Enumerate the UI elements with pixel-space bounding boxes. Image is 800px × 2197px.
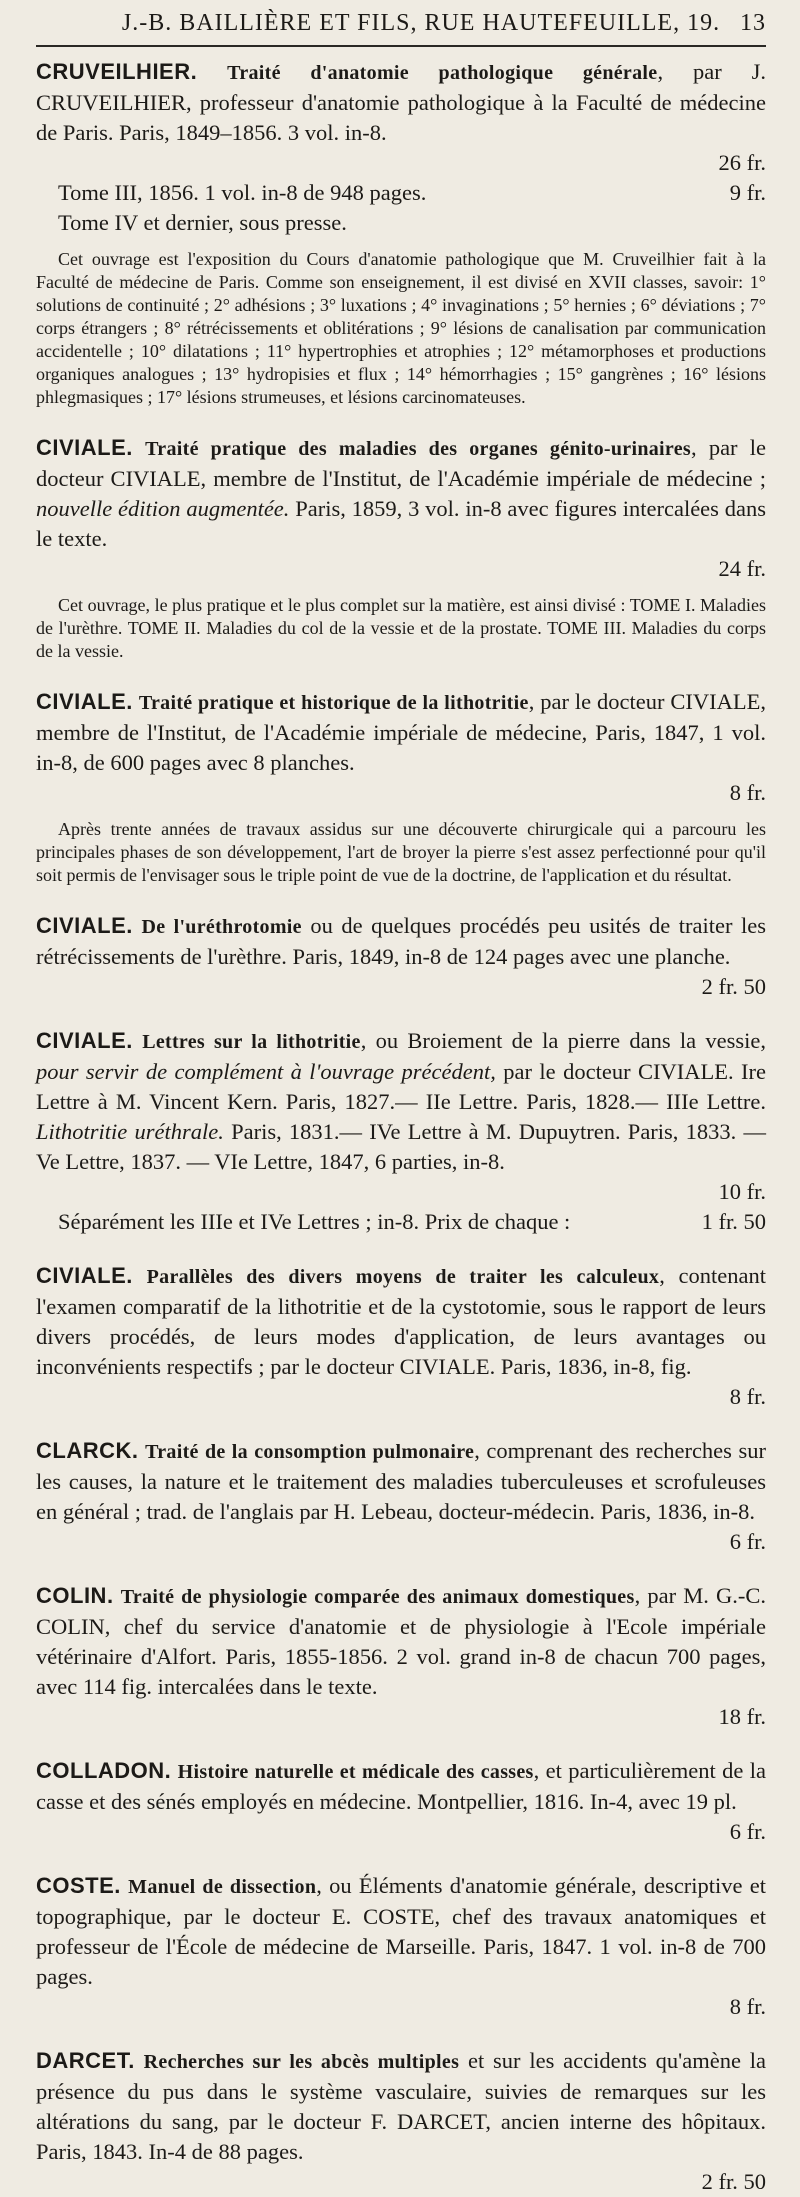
entry-author: CIVIALE. [36,913,133,938]
entry-details: , par le docteur CIVIALE, membre de l'Institut, de l'Académie impériale de médecine ; [36,435,767,491]
entry-heading [36,1581,766,1702]
entry-price-line [36,972,766,1002]
catalogue-entry [36,1261,766,1412]
entry-heading [36,911,766,972]
entry-details: , ou Broiement de la pierre dans la vessie, [360,1028,766,1053]
entry-italic-note: nouvelle édition augmentée. [36,496,290,521]
entry-author: COSTE. [36,1873,121,1898]
entry-title: Recherches sur les abcès multiples [143,2051,460,2073]
entry-title: Parallèles des divers moyens de traiter les calculeux [146,1266,660,1288]
entry-details: , comprenant des recherches sur les causes, la nature et le traitement des maladies tuberculeuses et scrofuleuses en général ; trad. de l'anglais par H. Lebeau, docteur-médecin. Paris, 1836, in-8. [36,1438,766,1524]
entry-heading [36,57,766,148]
entry-title: Lettres sur la lithotritie [142,1031,361,1053]
entry-title: Histoire naturelle et médicale des casses [177,1761,534,1783]
entry-list [36,57,766,2197]
entry-price: 10 fr. [718,1179,766,1204]
entry-heading [36,1871,766,1992]
sub-item-price: 9 fr. [729,180,766,205]
entry-italic-note-2: Lithotritie uréthrale. [36,1119,224,1144]
header-rule [36,45,766,47]
catalogue-entry [36,1581,766,1732]
entry-sub-item [36,178,766,208]
entry-details: , par M. G.-C. COLIN, chef du service d'anatomie et de physiologie à l'Ecole impériale vétérinaire d'Alfort. Paris, 1855-1856. 2 vol. grand in-8 de chacun 700 pages, avec 114 fig. intercalées dans le texte. [36,1583,767,1699]
entry-price-line [36,1177,766,1207]
entry-heading [36,1261,766,1382]
entry-price: 26 fr. [718,150,766,175]
entry-price-line [36,1992,766,2022]
entry-details: , par le docteur CIVIALE, membre de l'Institut, de l'Académie impériale de médecine, Paris, 1847, 1 vol. in-8, de 600 pages avec 8 planches. [36,689,767,775]
entry-price: 18 fr. [718,1704,766,1729]
entry-details-cont: Paris, 1859, 3 vol. in-8 avec figures intercalées dans le texte. [36,496,766,551]
entry-author: CIVIALE. [36,1028,133,1053]
entry-title: Traité pratique des maladies des organes génito-urinaires [145,438,691,460]
entry-heading [36,2046,766,2167]
entry-details: , contenant l'examen comparatif de la lithotritie et de la cystotomie, sous le rapport de leurs divers procédés, de leurs modes d'application, de leurs avantages ou inconvénients respectifs ; par le docteur CIVIALE. Paris, 1836, in-8, fig. [36,1263,767,1379]
entry-price: 6 fr. [729,1529,766,1554]
catalogue-entry [36,687,766,887]
entry-author: DARCET. [36,2048,135,2073]
entry-heading [36,687,766,778]
entry-heading [36,1436,766,1527]
catalogue-entry [36,1756,766,1847]
entry-price-line [36,554,766,584]
entry-price-line [36,1817,766,1847]
entry-title: De l'uréthrotomie [141,916,302,938]
entry-details-cont-2: Paris, 1831.— IVe Lettre à M. Dupuytren. Paris, 1833. — Ve Lettre, 1837. — VIe Lettre, 1847, 6 parties, in-8. [36,1119,766,1174]
entry-author: COLIN. [36,1583,114,1608]
entry-price: 2 fr. 50 [701,2169,766,2194]
entry-price: 8 fr. [729,1994,766,2019]
entry-description: Cet ouvrage est l'exposition du Cours d'anatomie pathologique que M. Cruveilhier fait à la Faculté de médecine de Paris. Comme son enseignement, il est divisé en XVII classes, savoir: 1° solutions de continuité ; 2° adhésions ; 3° luxations ; 4° invaginations ; 5° hernies ; 6° déviations ; 7° corps étrangers ; 8° rétrécissements et oblitérations ; 9° lésions de canalisation par communication accidentelle ; 10° dilatations ; 11° hypertrophies et atrophies ; 12° métamorphoses et productions organiques analogues ; 13° hydropisies et flux ; 14° hémorrhagies ; 15° gangrènes ; 16° lésions phlegmasiques ; 17° lésions strumeuses, et lésions carcinomateuses. [36,249,766,407]
sub-item-text: Tome III, 1856. 1 vol. in-8 de 948 pages. [58,180,427,205]
entry-price: 2 fr. 50 [701,974,766,999]
entry-italic-note: pour servir de complément à l'ouvrage précédent, [36,1059,496,1084]
entry-details: et sur les accidents qu'amène la présence du pus dans le système vasculaire, suivies de remarques sur les altérations du sang, par le docteur F. DARCET, ancien interne des hôpitaux. Paris, 1843. In-4 de 88 pages. [36,2048,766,2164]
entry-author: CIVIALE. [36,689,133,714]
catalogue-entry [36,433,766,663]
sub-item-text: Séparément les IIIe et IVe Lettres ; in-8. Prix de chaque : [58,1209,571,1234]
entry-price-line [36,2167,766,2197]
entry-details: , ou Éléments d'anatomie générale, descriptive et topographique, par le docteur E. COSTE, chef des travaux anatomiques et professeur de l'École de médecine de Marseille. Paris, 1847. 1 vol. in-8 de 700 pages. [36,1873,766,1989]
entry-description: Après trente années de travaux assidus sur une découverte chirurgicale qui a parcouru les principales phases de son développement, l'art de broyer la pierre s'est assez perfectionné pour qu'il soit permis de l'envisager sous le triple point de vue de la doctrine, de l'application et du résultat. [36,819,766,885]
entry-sub-item [36,208,766,238]
entry-details: , et particulièrement de la casse et des sénés employés en médecine. Montpellier, 1816. In-4, avec 19 pl. [36,1758,767,1814]
entry-author: CRUVEILHIER. [36,59,198,84]
entry-heading [36,1026,766,1177]
entry-sub-item [36,1207,766,1237]
entry-price-line [36,1527,766,1557]
catalogue-entry [36,1026,766,1237]
entry-author: COLLADON. [36,1758,172,1783]
entry-price-line [36,148,766,178]
entry-price-line [36,1702,766,1732]
entry-title: Traité pratique et historique de la lithotritie [138,692,529,714]
entry-price: 8 fr. [729,1384,766,1409]
catalogue-entry [36,57,766,409]
entry-title: Manuel de dissection [128,1876,317,1898]
sub-item-price: 1 fr. 50 [701,1209,766,1234]
entry-title: Traité d'anatomie pathologique générale [227,62,658,84]
entry-heading [36,1756,766,1817]
entry-title: Traité de physiologie comparée des animaux domestiques [120,1586,635,1608]
catalogue-entry [36,1871,766,2022]
page-number: 13 [740,10,766,36]
publisher-line: J.-B. BAILLIÈRE ET FILS, RUE HAUTEFEUILLE, 19. [121,10,721,36]
catalogue-entry [36,1436,766,1557]
entry-heading [36,433,766,554]
entry-title: Traité de la consomption pulmonaire [145,1441,475,1463]
entry-details-cont: par le docteur CIVIALE. Ire Lettre à M. Vincent Kern. Paris, 1827.— IIe Lettre. Paris, 1828.— IIIe Lettre. [36,1059,766,1114]
catalogue-entry [36,911,766,1002]
entry-price: 8 fr. [729,780,766,805]
entry-price: 6 fr. [729,1819,766,1844]
catalogue-entry [36,2046,766,2197]
entry-author: CLARCK. [36,1438,139,1463]
sub-item-text: Tome IV et dernier, sous presse. [58,210,347,235]
entry-price: 24 fr. [718,556,766,581]
entry-details: ou de quelques procédés peu usités de traiter les rétrécissements de l'urèthre. Paris, 1849, in-8 de 124 pages avec une planche. [36,913,767,969]
entry-price-line [36,1382,766,1412]
entry-description: Cet ouvrage, le plus pratique et le plus complet sur la matière, est ainsi divisé : TOME I. Maladies de l'urèthre. TOME II. Maladies du col de la vessie et de la prostate. TOME III. Maladies du corps de la vessie. [36,595,766,661]
running-head [36,10,766,37]
entry-price-line [36,778,766,808]
entry-author: CIVIALE. [36,435,133,460]
entry-details: , par J. CRUVEILHIER, professeur d'anatomie pathologique à la Faculté de médecine de Paris. Paris, 1849–1856. 3 vol. in-8. [36,59,766,145]
entry-author: CIVIALE. [36,1263,133,1288]
